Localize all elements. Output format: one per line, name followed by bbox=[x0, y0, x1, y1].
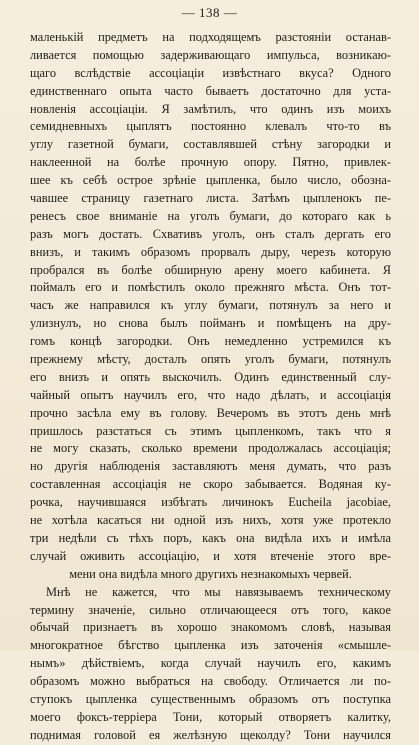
text-line: рочка, научившаяся избѣгать личинокъ Eucheila jacobiae, bbox=[30, 495, 391, 510]
text-line: прочно засѣла ему въ голову. Вечеромъ въ этотъ день мнѣ bbox=[30, 405, 391, 420]
text-line: чайный опытъ научилъ его, что надо дѣлать, и ассоціація bbox=[30, 387, 391, 402]
text-line: образомъ можно выбраться на свободу. Отличается ли по- bbox=[30, 674, 391, 689]
text-line: его внизъ и опять выскочилъ. Одинъ единственный слу- bbox=[30, 369, 391, 384]
text-line: улизнулъ, но снова былъ пойманъ и помѣщенъ на дру- bbox=[30, 316, 391, 331]
body-text bbox=[30, 29, 391, 745]
text-line: семидневныхъ цыплятъ постоянно клевалъ что-то въ bbox=[30, 119, 391, 134]
text-line: три недѣли съ тѣхъ поръ, какъ она видѣла ихъ и имѣла bbox=[30, 530, 391, 545]
text-line: разъ могъ достать. Схвативъ уголъ, онъ сталъ дергать его bbox=[30, 226, 391, 241]
text-line: термину значеніе, сильно отличающееся отъ того, какое bbox=[30, 602, 391, 617]
text-line: мени она видѣла много другихъ незнакомыхъ червей. bbox=[69, 566, 352, 581]
text-line: наклеенной на болѣе прочную опору. Пятно, привлек- bbox=[30, 155, 391, 170]
text-line: прежнему мѣсту, досталъ опять уголъ бумаги, потянулъ bbox=[30, 352, 391, 367]
text-line: случай оживить ассоціацію, и хотя втеченіе этого вре- bbox=[30, 548, 391, 563]
text-line: поймалъ его и помѣстилъ около прежняго мѣста. Онъ тот- bbox=[30, 280, 391, 295]
text-line: ступокъ цыпленка существеннымъ образомъ отъ поступка bbox=[30, 691, 391, 706]
text-line: обычай признаетъ въ хорошо знакомомъ словѣ, называя bbox=[30, 620, 391, 635]
text-line: Мнѣ не кажется, что мы навязываемъ техническому bbox=[46, 584, 391, 599]
text-line: многократное бѣгство цыпленка изъ заточенія «смышле- bbox=[30, 638, 391, 653]
text-line: маленькій предметъ на подходящемъ разстояніи останав- bbox=[30, 30, 391, 44]
text-line: единственнаго опыта часто бываетъ достаточно для уста- bbox=[30, 83, 391, 98]
paragraph bbox=[30, 584, 391, 745]
text-line: но другія наблюденія заставляютъ меня думать, что разъ bbox=[30, 459, 391, 474]
text-line: пришлось разстаться съ этимъ цыпленкомъ, такъ что я bbox=[30, 423, 391, 438]
text-line: часъ же направился къ углу бумаги, потянулъ за него и bbox=[30, 298, 391, 313]
text-line: углу газетной бумаги, составлявшей стѣну загородки и bbox=[30, 137, 391, 152]
text-line: нымъ» дѣйствіемъ, когда случай научилъ его, какимъ bbox=[30, 656, 391, 671]
page-number: — 138 — bbox=[181, 5, 238, 20]
text-line: составленная ассоціація не скоро забывается. Водяная ку- bbox=[30, 477, 391, 492]
text-line: шее къ себѣ острое зрѣніе цыпленка, было число, обозна- bbox=[30, 173, 391, 188]
text-line: не хотѣла касаться ни одной изъ нихъ, хотя уже протекло bbox=[30, 513, 391, 528]
text-line: гомъ концѣ загородки. Онъ немедленно устремился къ bbox=[30, 334, 391, 349]
text-line: не могу сказать, сколько времени продолжалась ассоціація; bbox=[30, 441, 391, 456]
text-line: ливается помощью задерживающаго импульса, возникаю- bbox=[30, 47, 391, 62]
text-line: ренесъ свое вниманіе на уголъ бумаги, до котораго как ь bbox=[30, 208, 391, 223]
text-line: моего фоксъ-терріера Тони, который отворяетъ калитку, bbox=[30, 709, 391, 724]
paragraph bbox=[30, 29, 391, 584]
text-line: новленія ассоціаціи. Я замѣтилъ, что одинъ изъ моихъ bbox=[30, 101, 391, 116]
text-line: чавшее страницу газетнаго листа. Затѣмъ цыпленокъ пе- bbox=[30, 191, 391, 206]
text-line: щаго вслѣдствіе ассоціаціи извѣстнаго вкуса? Одного bbox=[30, 65, 391, 80]
text-line: поднимая головой ея желѣзную щеколду? Тони научился bbox=[30, 727, 391, 742]
text-line: внизъ, и такимъ образомъ прорвалъ дыру, черезъ которую bbox=[30, 244, 391, 259]
text-line: пробрался въ болѣе обширную арену моего кабинета. Я bbox=[30, 262, 391, 277]
